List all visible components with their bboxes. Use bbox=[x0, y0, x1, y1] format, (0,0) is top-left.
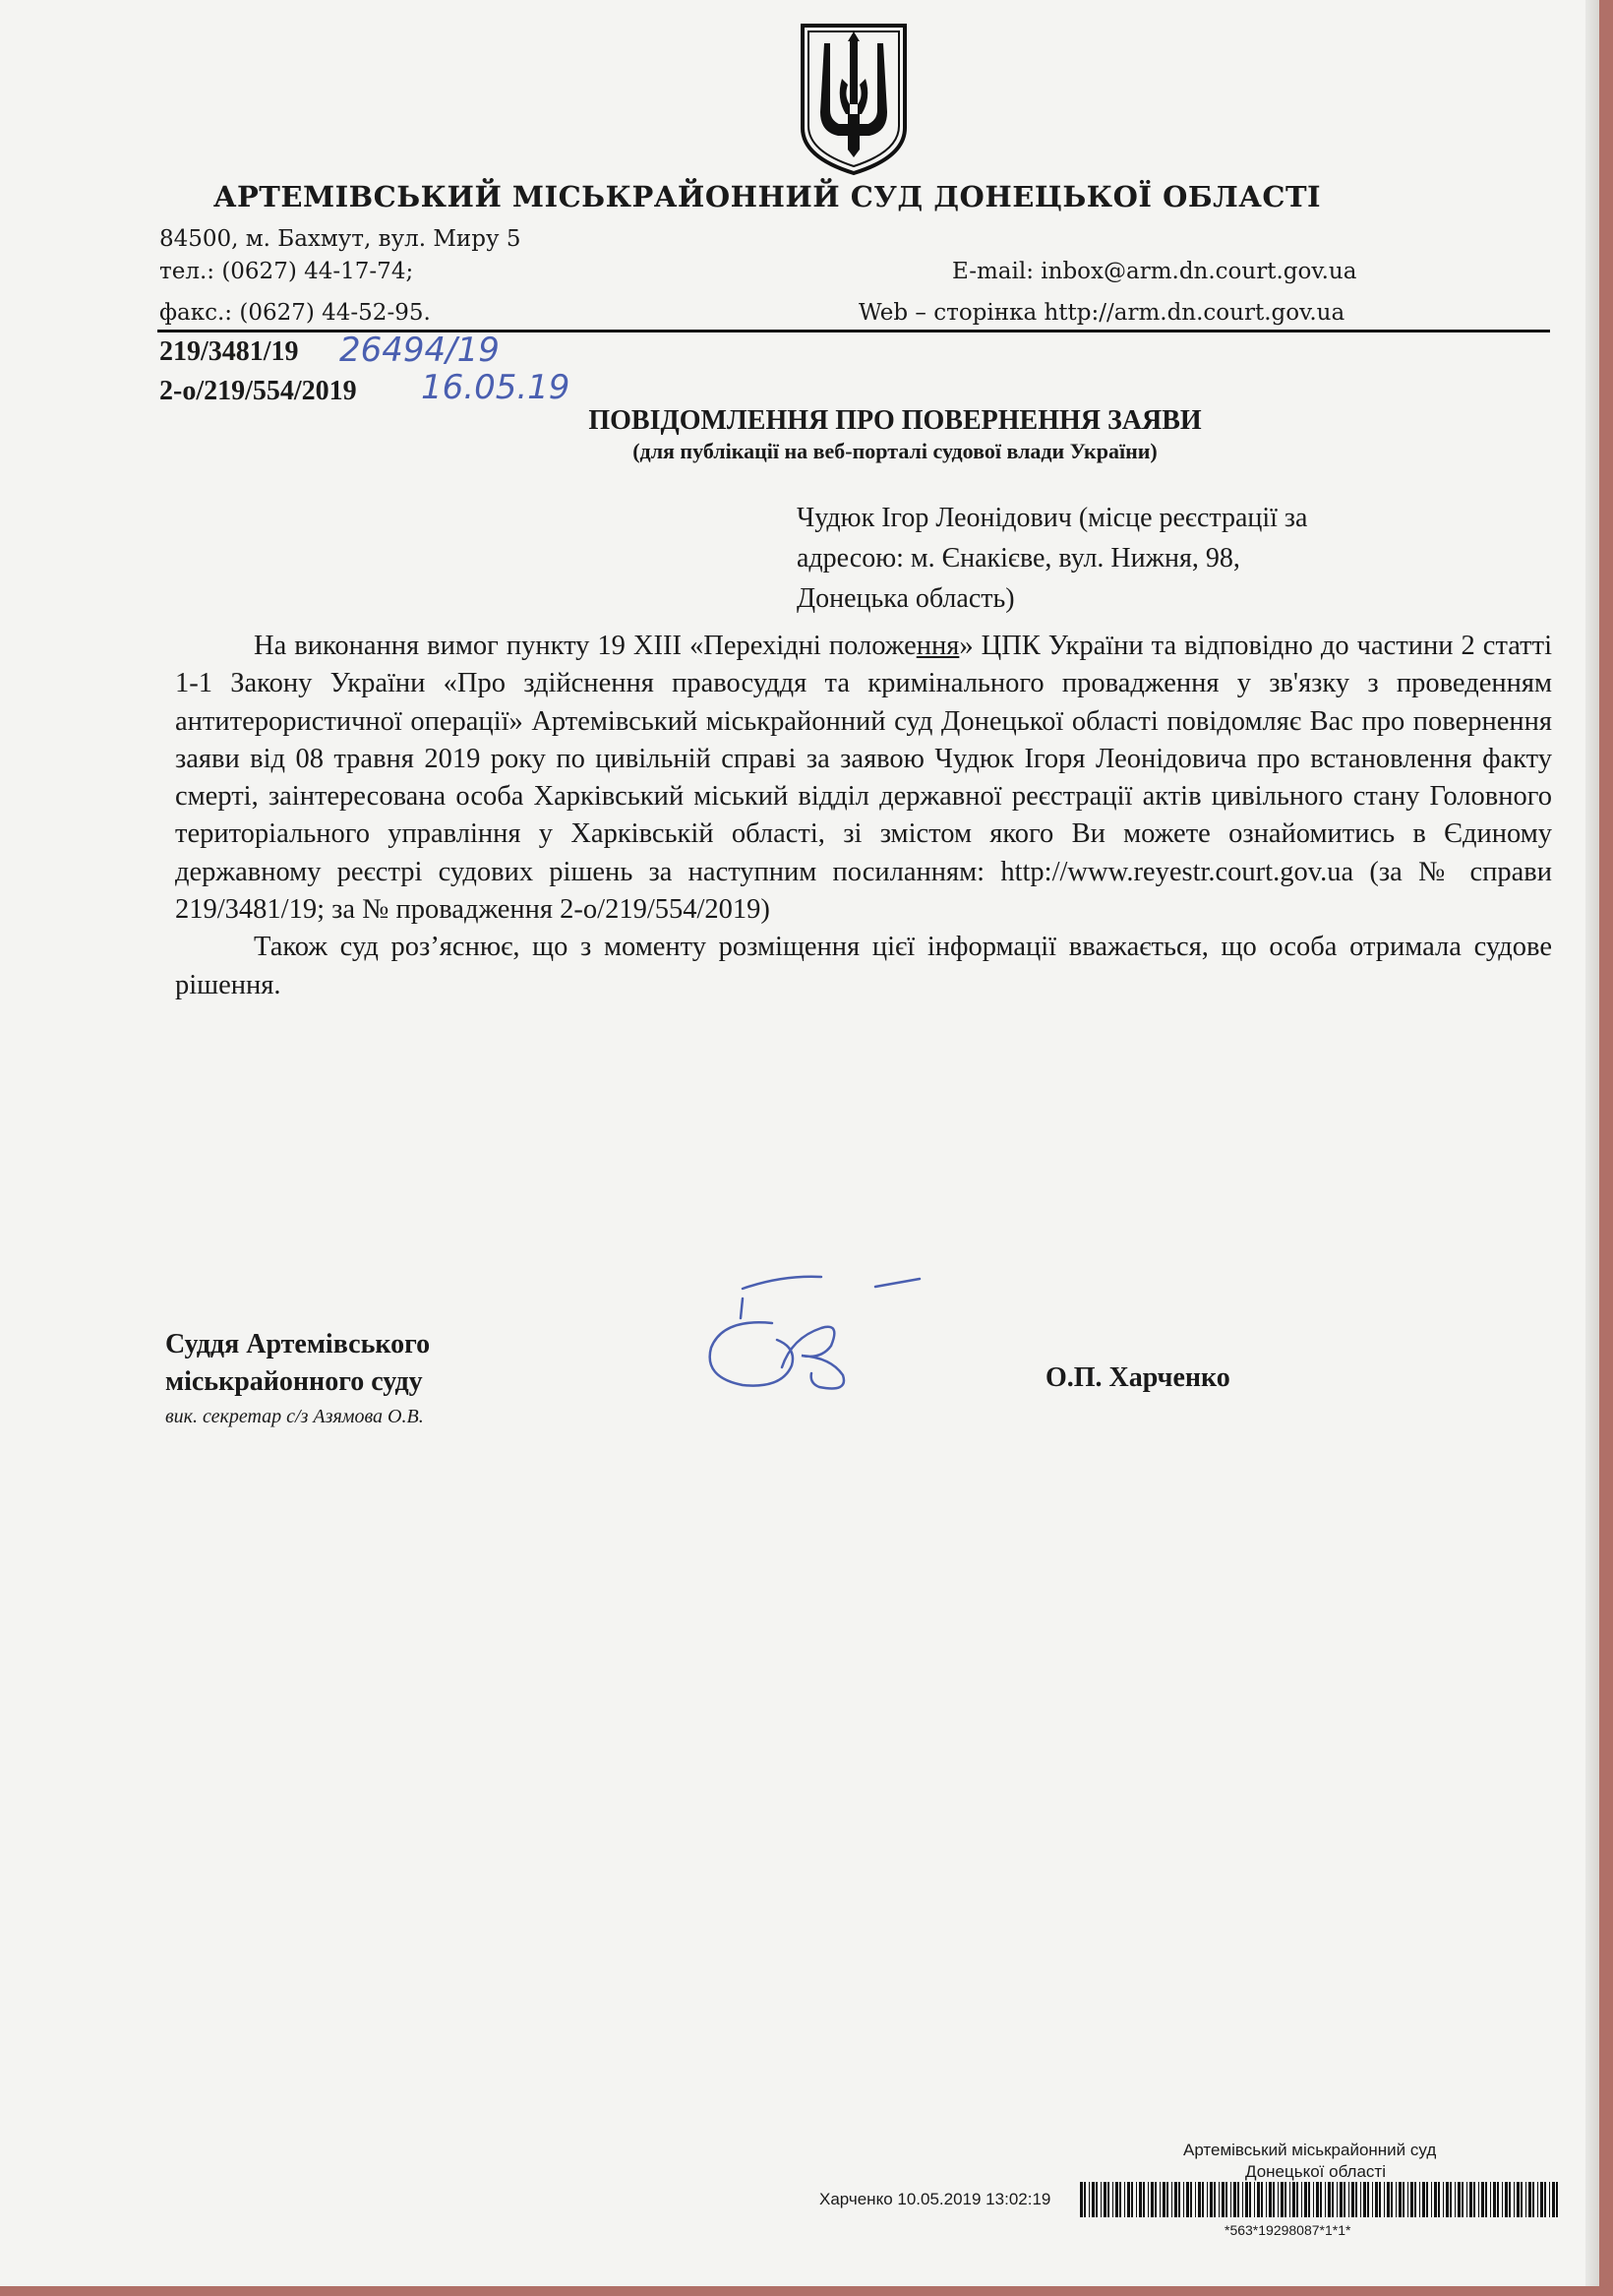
barcode-bar bbox=[1337, 2182, 1338, 2217]
court-email: E-mail: inbox@arm.dn.court.gov.ua bbox=[952, 259, 1357, 284]
barcode-bar bbox=[1273, 2182, 1275, 2217]
barcode-bar bbox=[1166, 2182, 1168, 2217]
judge-position bbox=[165, 1326, 430, 1401]
case-number: 219/3481/19 bbox=[159, 336, 299, 367]
barcode-bar bbox=[1186, 2182, 1189, 2217]
barcode-bar bbox=[1360, 2182, 1361, 2217]
addressee-block bbox=[797, 498, 1406, 619]
barcode-bar bbox=[1509, 2182, 1511, 2217]
barcode-bar bbox=[1080, 2182, 1083, 2217]
barcode-bar bbox=[1289, 2182, 1290, 2217]
barcode-bar bbox=[1485, 2182, 1487, 2217]
barcode-bar bbox=[1391, 2182, 1393, 2217]
barcode-bar bbox=[1455, 2182, 1456, 2217]
barcode-bar bbox=[1325, 2182, 1326, 2217]
barcode-bar bbox=[1195, 2182, 1196, 2217]
barcode-bar bbox=[1410, 2182, 1413, 2217]
barcode-bar bbox=[1431, 2182, 1432, 2217]
barcode-bar bbox=[1131, 2182, 1133, 2217]
barcode-bar bbox=[1308, 2182, 1310, 2217]
barcode-bar bbox=[1266, 2182, 1267, 2217]
secretary-note: вик. секретар с/з Азямова О.В. bbox=[165, 1406, 424, 1427]
barcode-bar bbox=[1230, 2182, 1231, 2217]
barcode-bar bbox=[1419, 2182, 1420, 2217]
barcode-bar bbox=[1257, 2182, 1260, 2217]
barcode-bar bbox=[1163, 2182, 1165, 2217]
body-text-segment: На виконання вимог пункту 19 XIII «Перехідні положе bbox=[254, 631, 917, 661]
barcode-bar bbox=[1532, 2182, 1534, 2217]
barcode-bar bbox=[1278, 2182, 1279, 2217]
barcode-bar bbox=[1399, 2182, 1402, 2217]
barcode-bar bbox=[1521, 2182, 1523, 2217]
judge-position-line: Суддя Артемівського bbox=[165, 1329, 431, 1359]
barcode-bar bbox=[1348, 2182, 1349, 2217]
trident-coat-of-arms-icon bbox=[795, 20, 913, 177]
barcode-bar bbox=[1525, 2182, 1526, 2217]
barcode-bar bbox=[1478, 2182, 1479, 2217]
barcode-bar bbox=[1387, 2182, 1390, 2217]
barcode-bar bbox=[1469, 2182, 1472, 2217]
barcode-bar bbox=[1396, 2182, 1397, 2217]
notice-subtitle: (для публікації на веб-порталі судової влади України) bbox=[632, 439, 1158, 463]
court-name: АРТЕМІВСЬКИЙ МІСЬКРАЙОННИЙ СУД ДОНЕЦЬКОЇ ОБЛАСТІ bbox=[212, 180, 1322, 213]
barcode-bar bbox=[1438, 2182, 1440, 2217]
barcode-bar bbox=[1363, 2182, 1366, 2217]
body-paragraph: Також суд роз’яснює, що з моменту розміщення цієї інформації вважається, що особа отримала судове рішення. bbox=[175, 932, 1552, 1000]
barcode-bar bbox=[1174, 2182, 1177, 2217]
barcode-bar bbox=[1367, 2182, 1369, 2217]
barcode-bar bbox=[1443, 2182, 1444, 2217]
barcode-bar bbox=[1198, 2182, 1201, 2217]
e-stamp-signed: Харченко 10.05.2019 13:02:19 bbox=[819, 2190, 1051, 2208]
barcode-bar bbox=[1340, 2182, 1343, 2217]
court-fax: факс.: (0627) 44-52-95. bbox=[159, 300, 431, 326]
barcode-bar bbox=[1502, 2182, 1503, 2217]
barcode-bar bbox=[1233, 2182, 1236, 2217]
barcode-bar bbox=[1537, 2182, 1538, 2217]
body-text-underlined: ння bbox=[916, 631, 960, 661]
barcode-bar bbox=[1245, 2182, 1248, 2217]
barcode-bar bbox=[1528, 2182, 1531, 2217]
body-text-segment: » ЦПК України та відповідно до частини 2 статті 1-1 Закону України «Про здійснення правосуддя та кримінального провадження у зв'язку з проведенням антитерористичної операції» Артемівський міськрайонний суд Донецької області повідомляє Вас про повернення заяви від 08 травня 2019 року по цивільній справі за заявою Чудюк Ігоря Леонідовича про встановлення факту смерті, заінтересована особа Харківський міський відділ державної реєстрації актів цивільного стану Головного територіального управління у Харківській області, зі змістом якого Ви можете ознайомитись в Єдиному державному реєстрі судових рішень за наступним посиланням: http://www.reyestr.court.gov.ua (за № справи 219/3481/19; за № провадження 2-о/219/554/2019) bbox=[175, 631, 1552, 926]
barcode-bar bbox=[1119, 2182, 1121, 2217]
barcode-bar bbox=[1092, 2182, 1095, 2217]
barcode-bar bbox=[1151, 2182, 1154, 2217]
barcode-bar bbox=[1104, 2182, 1106, 2217]
page-edge bbox=[1585, 0, 1599, 2286]
barcode-bar bbox=[1490, 2182, 1491, 2217]
barcode-bar bbox=[1462, 2182, 1464, 2217]
barcode-bar bbox=[1148, 2182, 1149, 2217]
barcode-bar bbox=[1473, 2182, 1475, 2217]
barcode-bar bbox=[1422, 2182, 1425, 2217]
barcode-bar bbox=[1372, 2182, 1373, 2217]
barcode-icon bbox=[1080, 2182, 1560, 2217]
barcode-bar bbox=[1403, 2182, 1404, 2217]
barcode-bar bbox=[1160, 2182, 1161, 2217]
barcode-bar bbox=[1540, 2182, 1543, 2217]
barcode-bar bbox=[1207, 2182, 1208, 2217]
barcode-bar bbox=[1284, 2182, 1286, 2217]
barcode-bar bbox=[1096, 2182, 1098, 2217]
barcode-bar bbox=[1301, 2182, 1302, 2217]
barcode-bar bbox=[1384, 2182, 1385, 2217]
barcode-bar bbox=[1269, 2182, 1272, 2217]
barcode-bar bbox=[1481, 2182, 1484, 2217]
barcode-bar bbox=[1127, 2182, 1130, 2217]
barcode-bar bbox=[1556, 2182, 1558, 2217]
barcode-bar bbox=[1249, 2182, 1251, 2217]
barcode-bar bbox=[1304, 2182, 1307, 2217]
barcode-bar bbox=[1101, 2182, 1102, 2217]
e-stamp-court-line1: Артемівський міськрайонний суд bbox=[1183, 2141, 1437, 2159]
barcode-bar bbox=[1219, 2182, 1220, 2217]
barcode-bar bbox=[1407, 2182, 1408, 2217]
court-phone: тел.: (0627) 44-17-74; bbox=[159, 259, 414, 284]
barcode-bar bbox=[1261, 2182, 1263, 2217]
barcode-bar bbox=[1084, 2182, 1086, 2217]
barcode-bar bbox=[1242, 2182, 1243, 2217]
barcode-bar bbox=[1552, 2182, 1555, 2217]
barcode-bar bbox=[1171, 2182, 1172, 2217]
barcode-bar bbox=[1355, 2182, 1357, 2217]
barcode-bar bbox=[1214, 2182, 1216, 2217]
barcode-bar bbox=[1281, 2182, 1284, 2217]
barcode-bar bbox=[1225, 2182, 1227, 2217]
barcode-bar bbox=[1178, 2182, 1180, 2217]
barcode-bar bbox=[1107, 2182, 1109, 2217]
barcode-bar bbox=[1434, 2182, 1437, 2217]
addressee-line: адресою: м. Єнакієве, вул. Нижня, 98, bbox=[797, 543, 1240, 574]
judge-position-line: міськрайонного суду bbox=[165, 1366, 423, 1397]
barcode-bar bbox=[1450, 2182, 1452, 2217]
handwritten-registration-date: 16.05.19 bbox=[421, 368, 570, 407]
barcode-bar bbox=[1296, 2182, 1298, 2217]
barcode-bar bbox=[1115, 2182, 1118, 2217]
barcode-bar bbox=[1497, 2182, 1499, 2217]
barcode-bar bbox=[1493, 2182, 1496, 2217]
barcode-bar bbox=[1112, 2182, 1113, 2217]
handwritten-registration-number: 26494/19 bbox=[339, 331, 500, 370]
barcode-bar bbox=[1375, 2182, 1378, 2217]
barcode-bar bbox=[1505, 2182, 1508, 2217]
barcode-bar bbox=[1446, 2182, 1449, 2217]
barcode-bar bbox=[1210, 2182, 1213, 2217]
barcode-bar bbox=[1458, 2182, 1461, 2217]
barcode-bar bbox=[1379, 2182, 1381, 2217]
barcode-bar bbox=[1292, 2182, 1295, 2217]
addressee-line: Донецька область) bbox=[797, 583, 1015, 614]
barcode-number: *563*19298087*1*1* bbox=[1225, 2222, 1351, 2238]
barcode-bar bbox=[1517, 2182, 1520, 2217]
barcode-bar bbox=[1124, 2182, 1125, 2217]
barcode-bar bbox=[1332, 2182, 1334, 2217]
judge-name: О.П. Харченко bbox=[1045, 1362, 1230, 1393]
barcode-bar bbox=[1183, 2182, 1184, 2217]
barcode-bar bbox=[1544, 2182, 1546, 2217]
barcode-bar bbox=[1328, 2182, 1331, 2217]
barcode-bar bbox=[1316, 2182, 1319, 2217]
barcode-bar bbox=[1089, 2182, 1090, 2217]
barcode-bar bbox=[1426, 2182, 1428, 2217]
barcode-bar bbox=[1549, 2182, 1550, 2217]
barcode-bar bbox=[1222, 2182, 1225, 2217]
barcode-bar bbox=[1237, 2182, 1239, 2217]
handwritten-signature bbox=[684, 1249, 939, 1407]
barcode-bar bbox=[1320, 2182, 1322, 2217]
barcode-bar bbox=[1514, 2182, 1515, 2217]
barcode-bar bbox=[1414, 2182, 1416, 2217]
barcode-bar bbox=[1143, 2182, 1145, 2217]
barcode-bar bbox=[1136, 2182, 1137, 2217]
court-website: Web – сторінка http://arm.dn.court.gov.ua bbox=[859, 300, 1345, 326]
e-stamp-court-line2: Донецької області bbox=[1245, 2162, 1386, 2181]
barcode-bar bbox=[1351, 2182, 1354, 2217]
notice-title: ПОВІДОМЛЕННЯ ПРО ПОВЕРНЕННЯ ЗАЯВИ bbox=[588, 405, 1202, 436]
court-address: 84500, м. Бахмут, вул. Миру 5 bbox=[159, 226, 521, 252]
barcode-bar bbox=[1344, 2182, 1345, 2217]
barcode-bar bbox=[1254, 2182, 1255, 2217]
body-paragraph bbox=[175, 628, 1552, 929]
barcode-bar bbox=[1190, 2182, 1192, 2217]
barcode-bar bbox=[1313, 2182, 1314, 2217]
barcode-bar bbox=[1155, 2182, 1157, 2217]
barcode-bar bbox=[1202, 2182, 1204, 2217]
barcode-bar bbox=[1139, 2182, 1142, 2217]
barcode-bar bbox=[1466, 2182, 1467, 2217]
proceeding-number: 2-о/219/554/2019 bbox=[159, 376, 357, 406]
notice-body bbox=[175, 628, 1552, 1004]
addressee-line: Чудюк Ігор Леонідович (місце реєстрації за bbox=[797, 503, 1308, 533]
